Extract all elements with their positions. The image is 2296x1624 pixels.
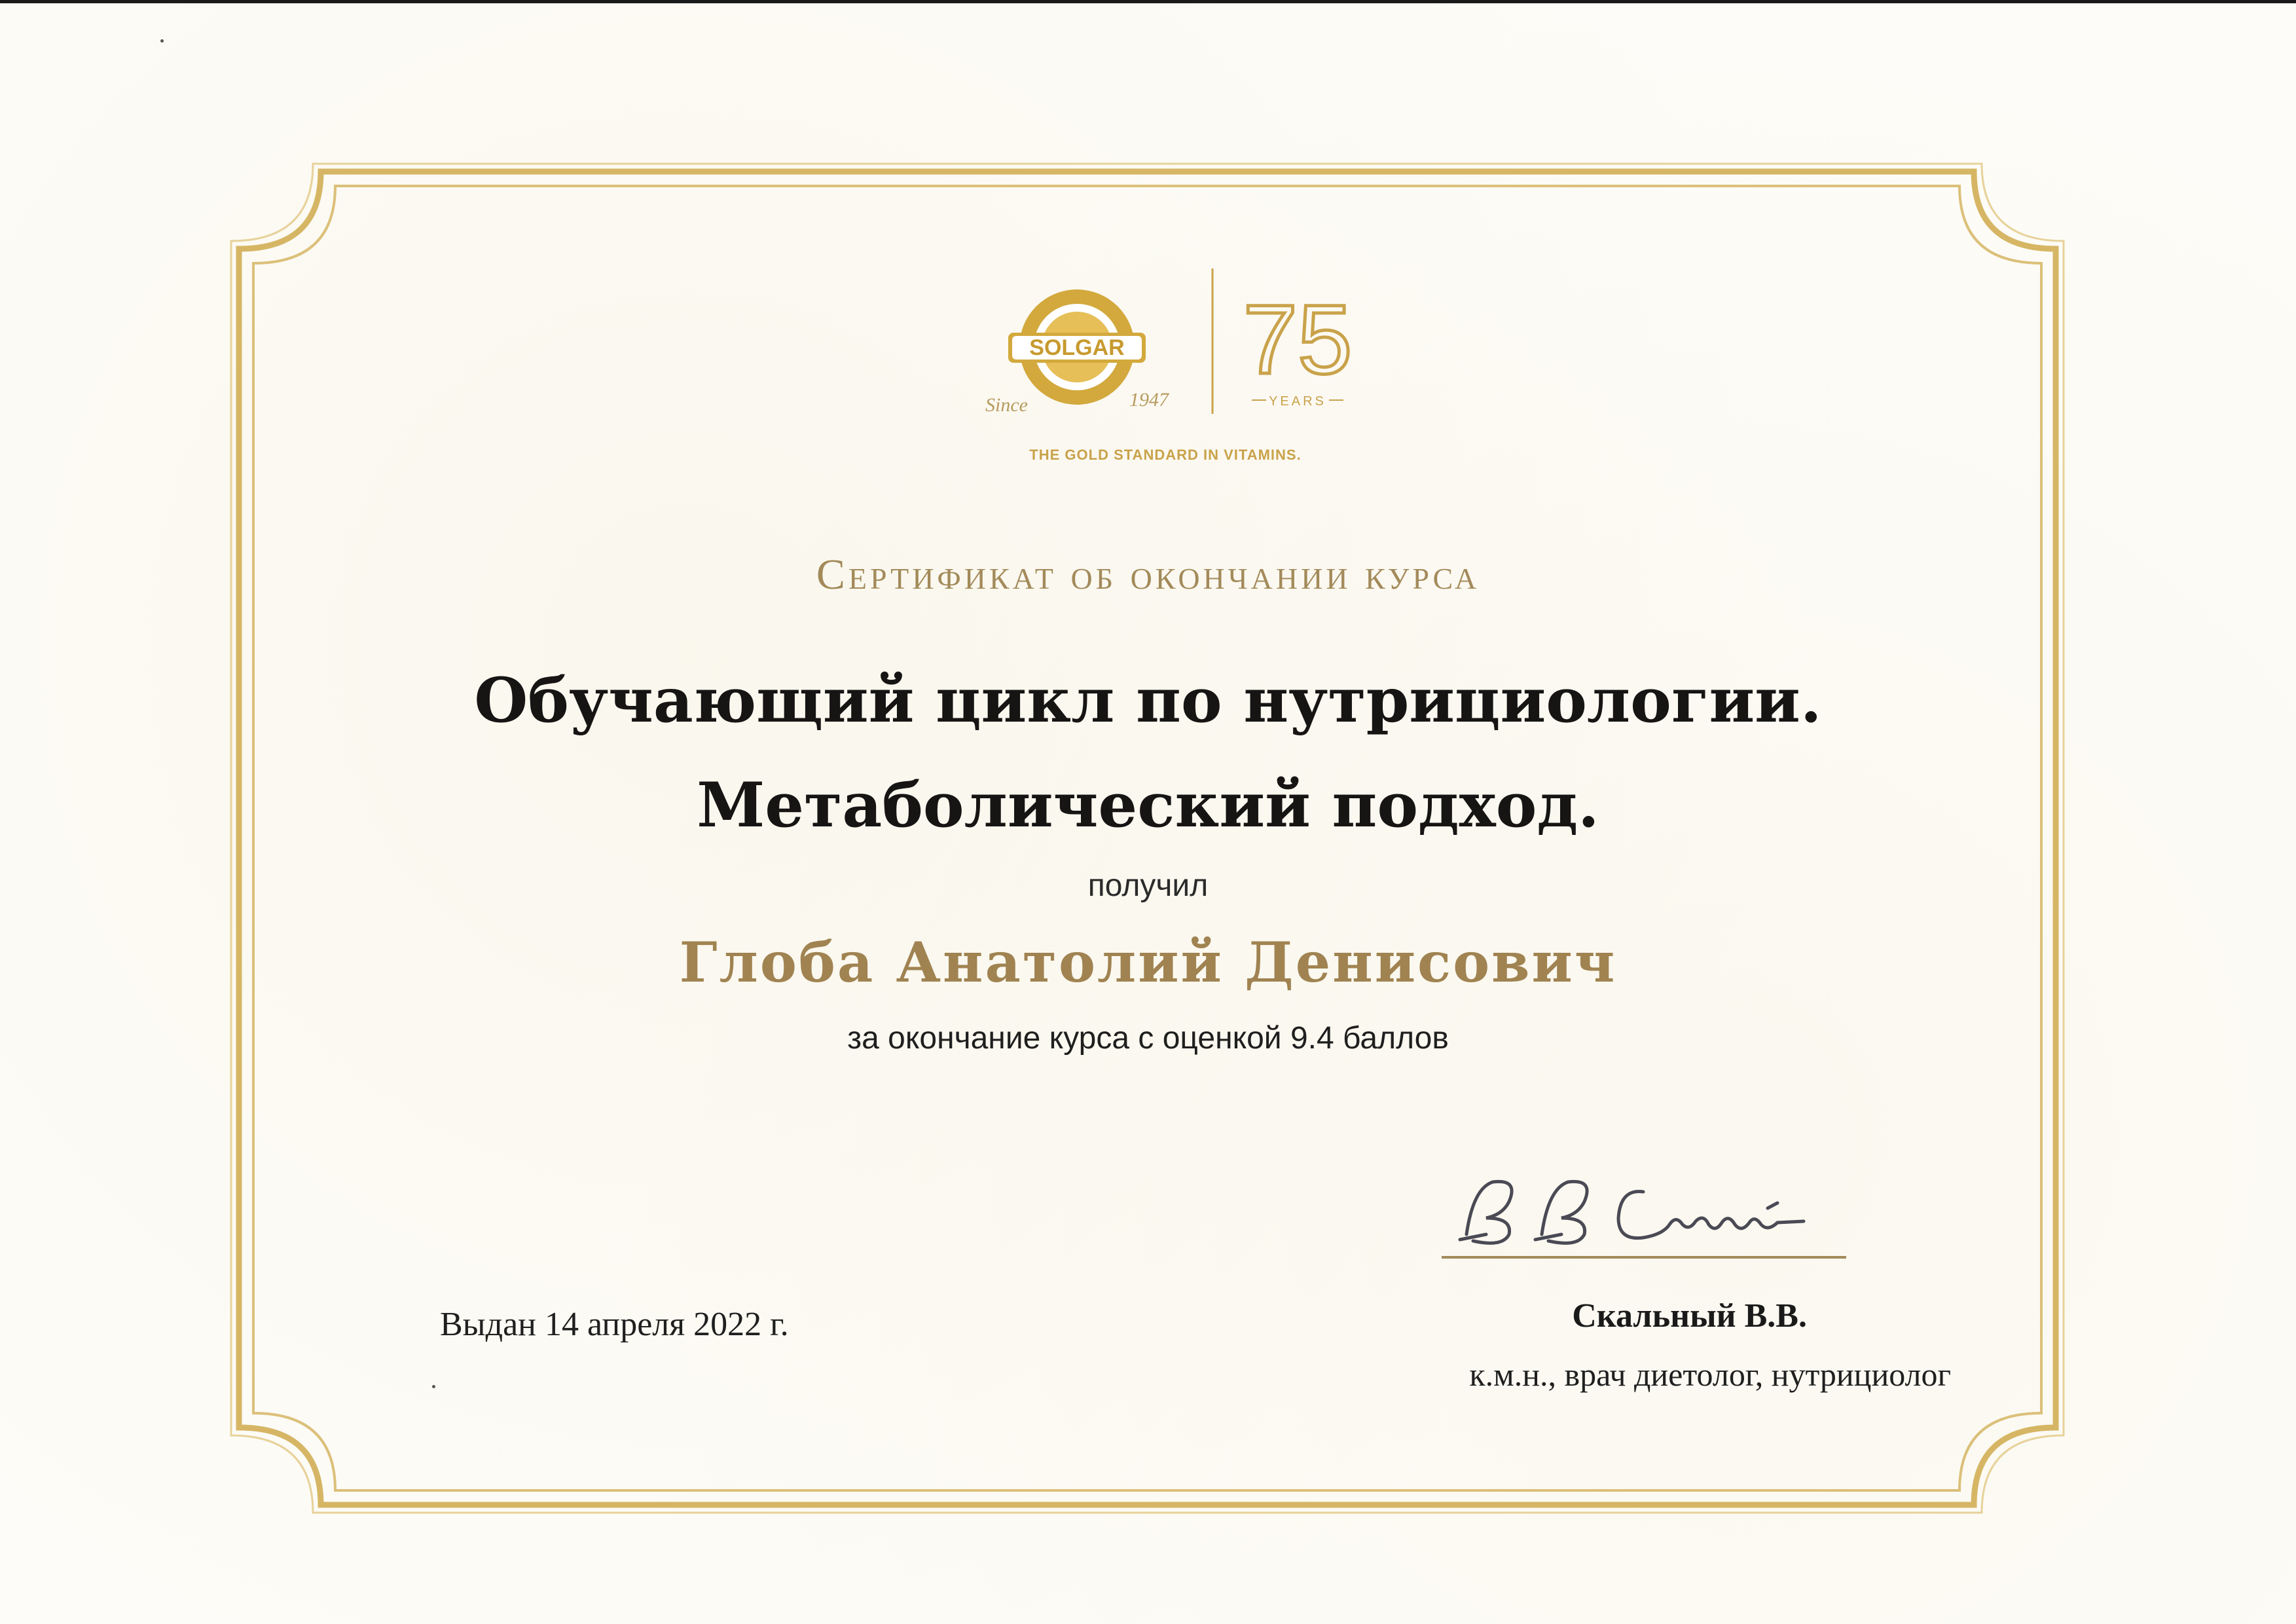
signer-title: к.м.н., врач диетолог, нутрициолог xyxy=(1469,1356,1951,1393)
anniversary-number: 75 xyxy=(1243,284,1353,394)
logo-tagline: THE GOLD STANDARD IN VITAMINS. xyxy=(1029,447,1302,463)
scan-speck xyxy=(432,1385,435,1388)
course-title-line-1: Обучающий цикл по нутрициологии. xyxy=(474,665,1822,737)
recipient-name: Глоба Анатолий Денисович xyxy=(679,930,1617,995)
solgar-sun-logo-icon xyxy=(1008,289,1146,405)
handwritten-signature-icon xyxy=(1447,1162,1813,1254)
grade-text: за окончание курса с оценкой 9.4 баллов xyxy=(847,1021,1449,1056)
anniversary-unit: YEARS xyxy=(1269,394,1326,409)
scan-speck xyxy=(160,39,164,43)
signer-name: Скальный В.В. xyxy=(1572,1297,1807,1335)
course-title xyxy=(0,648,2296,858)
solgar-logo xyxy=(949,268,1381,478)
year-text: 1947 xyxy=(1129,389,1169,411)
since-text: Since xyxy=(985,394,1028,416)
brand-text: SOLGAR xyxy=(1029,335,1125,360)
course-title-line-2: Метаболический подход. xyxy=(697,769,1599,841)
received-label: получил xyxy=(1087,868,1209,903)
signature-line xyxy=(1442,1256,1846,1259)
issued-date: Выдан 14 апреля 2022 г. xyxy=(440,1306,789,1343)
certificate-subtitle: Сертификат об окончании курса xyxy=(816,551,1480,599)
